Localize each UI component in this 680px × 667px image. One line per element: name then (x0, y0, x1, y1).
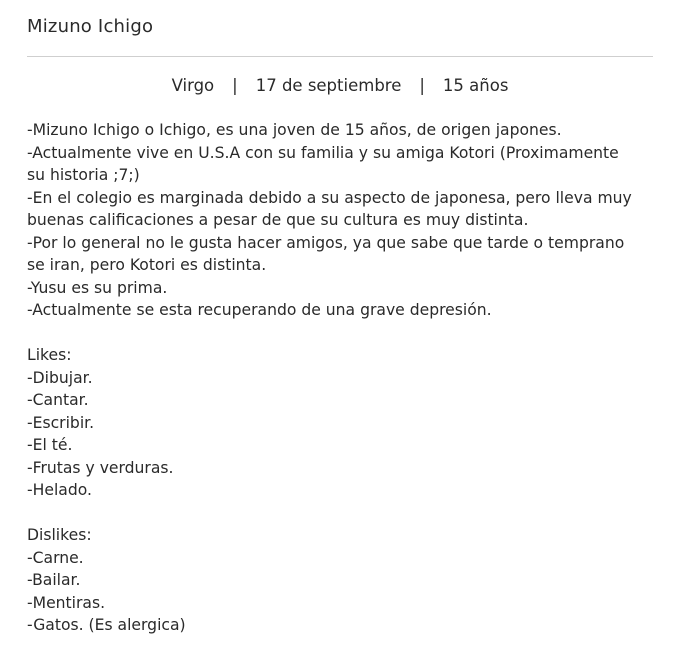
zodiac-sign: Virgo (171, 76, 215, 95)
likes-item: -Frutas y verduras. (27, 458, 174, 477)
meta-separator: | (232, 76, 238, 95)
description-line: se iran, pero Kotori es distinta. (27, 256, 267, 274)
profile-body (27, 119, 657, 637)
page-title: Mizuno Ichigo (27, 16, 154, 37)
dislikes-item: -Carne. (27, 548, 84, 567)
description-line: -En el colegio es marginada debido a su aspecto de japonesa, pero lleva muy (27, 188, 632, 207)
description-line: -Mizuno Ichigo o Ichigo, es una joven de 15 años, de origen japones. (27, 121, 562, 139)
title-divider (27, 56, 653, 57)
likes-item: -El té. (27, 436, 73, 454)
dislikes-section (27, 524, 657, 637)
likes-item: -Cantar. (27, 391, 89, 409)
birthday: 17 de septiembre (255, 76, 402, 95)
profile-meta (0, 76, 680, 95)
description-line: buenas calificaciones a pesar de que su cultura es muy distinta. (27, 211, 529, 229)
dislikes-item: -Mentiras. (27, 593, 106, 612)
description-line: -Por lo general no le gusta hacer amigos, ya que sabe que tarde o temprano (27, 233, 625, 252)
dislikes-heading: Dislikes: (27, 526, 92, 544)
description-line: -Actualmente vive en U.S.A con su familia y su amiga Kotori (Proximamente (27, 143, 619, 162)
description-section (27, 119, 657, 322)
dislikes-item: -Gatos. (Es alergica) (27, 616, 186, 634)
likes-section (27, 344, 657, 502)
description-line: -Yusu es su prima. (27, 278, 168, 297)
likes-item: -Escribir. (27, 413, 95, 432)
section-gap (27, 502, 657, 525)
age: 15 años (442, 76, 509, 95)
meta-separator: | (419, 76, 425, 95)
likes-item: -Helado. (27, 481, 92, 499)
dislikes-item: -Bailar. (27, 571, 81, 589)
likes-heading: Likes: (27, 346, 72, 364)
description-line: su historia ;7;) (27, 166, 140, 184)
likes-item: -Dibujar. (27, 368, 93, 387)
section-gap (27, 322, 657, 345)
description-line: -Actualmente se esta recuperando de una grave depresión. (27, 301, 492, 319)
